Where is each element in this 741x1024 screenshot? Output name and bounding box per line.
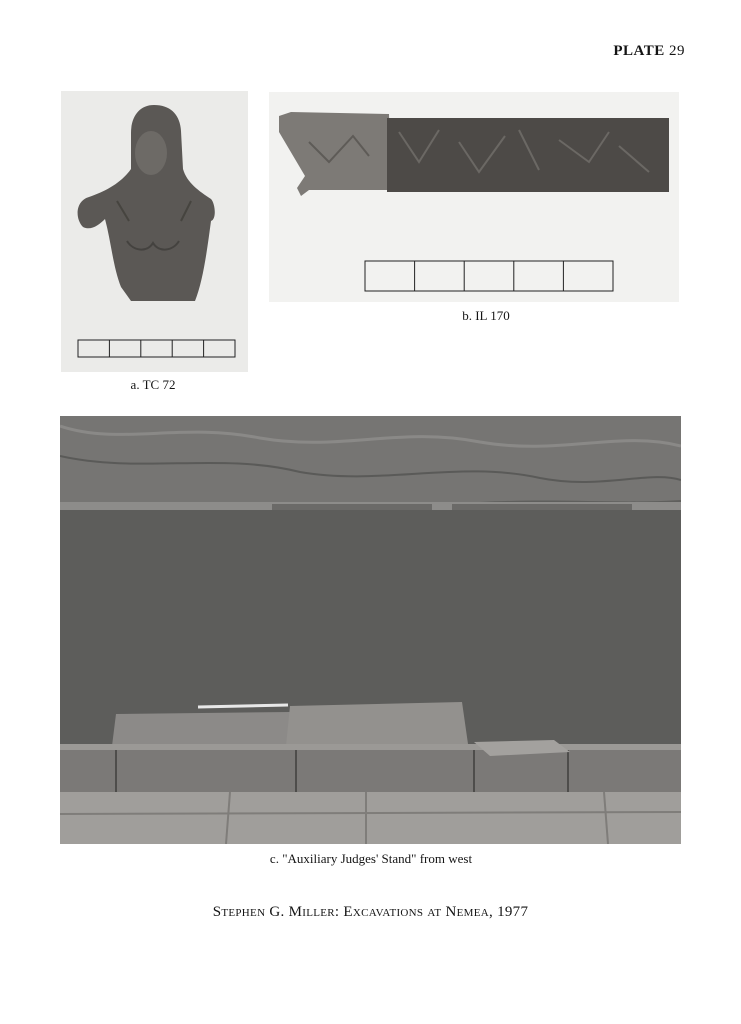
footer-author: Stephen G. Miller xyxy=(212,904,335,920)
footer-year: , 1977 xyxy=(488,904,529,920)
stadium-image xyxy=(60,416,681,844)
figure-a-caption: a. TC 72 xyxy=(130,377,176,392)
plate-number-value: 29 xyxy=(669,43,685,59)
figure-b-caption: b. IL 170 xyxy=(462,308,510,323)
strip-image xyxy=(269,92,679,302)
page-footer xyxy=(0,904,741,921)
footer-title: Excavations at Nemea xyxy=(343,904,489,920)
figure-c-photo xyxy=(60,416,681,844)
figure-a-photo xyxy=(61,91,248,372)
plate-number xyxy=(613,43,685,60)
figure-c-caption: c. "Auxiliary Judges' Stand" from west xyxy=(269,851,473,866)
plate-word: PLATE xyxy=(613,43,665,59)
footer-separator: : xyxy=(334,904,340,920)
figure-b-photo xyxy=(269,92,679,302)
figurine-image xyxy=(61,91,248,372)
